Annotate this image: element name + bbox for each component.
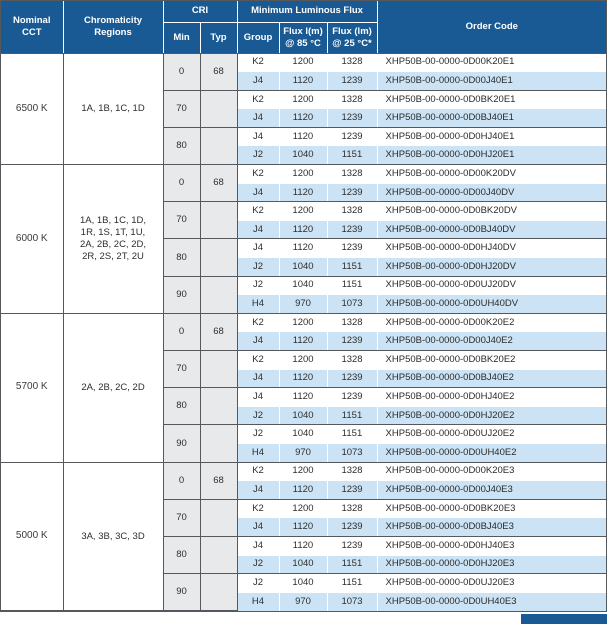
flux-25c-cell: 1239 xyxy=(327,369,377,388)
flux-25c-cell: 1328 xyxy=(327,53,377,72)
flux-25c-cell: 1151 xyxy=(327,555,377,574)
flux-85c-cell: 1120 xyxy=(279,109,327,128)
cri-typ-cell xyxy=(200,425,237,462)
flux-25c-cell: 1151 xyxy=(327,574,377,593)
cri-min-cell: 80 xyxy=(163,388,200,425)
table-row xyxy=(1,165,606,184)
flux-85c-cell: 1120 xyxy=(279,72,327,91)
flux-25c-cell: 1151 xyxy=(327,146,377,165)
order-code-cell: XHP50B-00-0000-0D00J40E3 xyxy=(377,481,606,500)
flux-group-cell: J2 xyxy=(237,555,279,574)
flux-group-cell: J2 xyxy=(237,146,279,165)
order-code-cell: XHP50B-00-0000-0D0HJ20DV xyxy=(377,258,606,277)
cri-typ-cell: 68 xyxy=(200,165,237,202)
col-header-group: Group xyxy=(237,22,279,53)
flux-85c-cell: 1120 xyxy=(279,388,327,407)
cri-min-cell: 70 xyxy=(163,90,200,127)
flux-group-cell: K2 xyxy=(237,165,279,184)
flux-25c-cell: 1328 xyxy=(327,499,377,518)
col-header-nominal-cct: Nominal CCT xyxy=(1,1,63,53)
chromaticity-regions-cell: 1A, 1B, 1C, 1D xyxy=(63,53,163,165)
cri-min-cell: 80 xyxy=(163,536,200,573)
flux-25c-cell: 1239 xyxy=(327,481,377,500)
cri-min-cell: 0 xyxy=(163,165,200,202)
flux-25c-cell: 1151 xyxy=(327,406,377,425)
cri-typ-cell: 68 xyxy=(200,462,237,499)
flux-25c-cell: 1239 xyxy=(327,220,377,239)
flux-group-cell: J4 xyxy=(237,239,279,258)
order-code-cell: XHP50B-00-0000-0D0BJ40E3 xyxy=(377,518,606,537)
order-code-cell: XHP50B-00-0000-0D00K20E3 xyxy=(377,462,606,481)
flux-group-cell: J2 xyxy=(237,276,279,295)
flux-group-cell: K2 xyxy=(237,202,279,221)
flux-25c-cell: 1239 xyxy=(327,109,377,128)
chromaticity-regions-cell: 1A, 1B, 1C, 1D, 1R, 1S, 1T, 1U, 2A, 2B, 2C, 2D, 2R, 2S, 2T, 2U xyxy=(63,165,163,314)
flux-85c-cell: 1120 xyxy=(279,239,327,258)
order-code-cell: XHP50B-00-0000-0D0HJ20E1 xyxy=(377,146,606,165)
footer-accent-bar xyxy=(521,614,607,624)
cri-typ-cell xyxy=(200,351,237,388)
flux-25c-cell: 1239 xyxy=(327,239,377,258)
flux-85c-cell: 1040 xyxy=(279,146,327,165)
cri-typ-cell xyxy=(200,388,237,425)
flux-25c-cell: 1239 xyxy=(327,183,377,202)
flux-group-cell: J2 xyxy=(237,258,279,277)
flux-group-cell: J4 xyxy=(237,220,279,239)
order-code-cell: XHP50B-00-0000-0D00J40E2 xyxy=(377,332,606,351)
flux-85c-cell: 1040 xyxy=(279,406,327,425)
flux-85c-cell: 970 xyxy=(279,592,327,611)
flux-25c-cell: 1151 xyxy=(327,258,377,277)
nominal-cct-cell: 6500 K xyxy=(1,53,63,165)
flux-25c-cell: 1073 xyxy=(327,443,377,462)
flux-group-cell: K2 xyxy=(237,499,279,518)
flux-85c-cell: 1200 xyxy=(279,499,327,518)
flux-25c-cell: 1239 xyxy=(327,332,377,351)
order-code-cell: XHP50B-00-0000-0D0UH40DV xyxy=(377,295,606,314)
flux-group-cell: J4 xyxy=(237,127,279,146)
flux-25c-cell: 1239 xyxy=(327,72,377,91)
table-row xyxy=(1,53,606,72)
flux-group-cell: J2 xyxy=(237,406,279,425)
flux-group-cell: J4 xyxy=(237,72,279,91)
flux-85c-cell: 1040 xyxy=(279,574,327,593)
chromaticity-regions-cell: 3A, 3B, 3C, 3D xyxy=(63,462,163,611)
flux-85c-cell: 1120 xyxy=(279,518,327,537)
order-code-cell: XHP50B-00-0000-0D0UJ20DV xyxy=(377,276,606,295)
order-code-cell: XHP50B-00-0000-0D0BJ40E2 xyxy=(377,369,606,388)
flux-85c-cell: 1200 xyxy=(279,462,327,481)
flux-group-cell: J4 xyxy=(237,481,279,500)
order-code-cell: XHP50B-00-0000-0D00J40DV xyxy=(377,183,606,202)
flux-85c-cell: 1200 xyxy=(279,351,327,370)
flux-group-cell: K2 xyxy=(237,313,279,332)
cri-typ-cell: 68 xyxy=(200,53,237,90)
order-code-cell: XHP50B-00-0000-0D0HJ40DV xyxy=(377,239,606,258)
flux-85c-cell: 970 xyxy=(279,443,327,462)
cri-min-cell: 80 xyxy=(163,127,200,164)
order-code-cell: XHP50B-00-0000-0D00K20E1 xyxy=(377,53,606,72)
order-code-cell: XHP50B-00-0000-0D00K20E2 xyxy=(377,313,606,332)
cri-typ-cell xyxy=(200,499,237,536)
order-code-cell: XHP50B-00-0000-0D0UH40E2 xyxy=(377,443,606,462)
flux-group-cell: K2 xyxy=(237,90,279,109)
cri-min-cell: 70 xyxy=(163,351,200,388)
flux-85c-cell: 1120 xyxy=(279,536,327,555)
flux-25c-cell: 1328 xyxy=(327,462,377,481)
table-row xyxy=(1,462,606,481)
cri-min-cell: 70 xyxy=(163,499,200,536)
flux-85c-cell: 1200 xyxy=(279,90,327,109)
flux-group-cell: J4 xyxy=(237,332,279,351)
order-code-cell: XHP50B-00-0000-0D0HJ20E3 xyxy=(377,555,606,574)
order-code-cell: XHP50B-00-0000-0D0BK20E1 xyxy=(377,90,606,109)
flux-group-cell: K2 xyxy=(237,462,279,481)
flux-85c-cell: 1200 xyxy=(279,53,327,72)
cri-min-cell: 0 xyxy=(163,53,200,90)
flux-25c-cell: 1328 xyxy=(327,313,377,332)
flux-group-cell: K2 xyxy=(237,53,279,72)
cri-typ-cell xyxy=(200,202,237,239)
cri-typ-cell xyxy=(200,127,237,164)
order-code-cell: XHP50B-00-0000-0D0BJ40DV xyxy=(377,220,606,239)
col-header-flux-25c: Flux (lm) @ 25 °C* xyxy=(327,22,377,53)
flux-85c-cell: 1120 xyxy=(279,127,327,146)
flux-group-cell: J4 xyxy=(237,369,279,388)
col-header-cri-typ: Typ xyxy=(200,22,237,53)
order-code-cell: XHP50B-00-0000-0D0UJ20E2 xyxy=(377,425,606,444)
col-header-min-luminous-flux: Minimum Luminous Flux xyxy=(237,1,377,22)
order-code-cell: XHP50B-00-0000-0D0HJ20E2 xyxy=(377,406,606,425)
col-header-chromaticity-regions: Chromaticity Regions xyxy=(63,1,163,53)
flux-25c-cell: 1239 xyxy=(327,536,377,555)
flux-85c-cell: 1040 xyxy=(279,276,327,295)
flux-85c-cell: 1120 xyxy=(279,332,327,351)
order-code-cell: XHP50B-00-0000-0D0HJ40E2 xyxy=(377,388,606,407)
flux-characteristics-table xyxy=(1,1,606,611)
order-code-cell: XHP50B-00-0000-0D0HJ40E1 xyxy=(377,127,606,146)
flux-group-cell: K2 xyxy=(237,351,279,370)
flux-25c-cell: 1151 xyxy=(327,276,377,295)
flux-25c-cell: 1073 xyxy=(327,295,377,314)
cri-typ-cell xyxy=(200,90,237,127)
cri-min-cell: 0 xyxy=(163,462,200,499)
order-code-cell: XHP50B-00-0000-0D0HJ40E3 xyxy=(377,536,606,555)
cri-min-cell: 80 xyxy=(163,239,200,276)
flux-25c-cell: 1328 xyxy=(327,90,377,109)
order-code-cell: XHP50B-00-0000-0D0BK20E3 xyxy=(377,499,606,518)
flux-25c-cell: 1328 xyxy=(327,202,377,221)
flux-group-cell: H4 xyxy=(237,295,279,314)
cri-typ-cell: 68 xyxy=(200,313,237,350)
order-code-cell: XHP50B-00-0000-0D0UH40E3 xyxy=(377,592,606,611)
flux-85c-cell: 1040 xyxy=(279,258,327,277)
order-code-cell: XHP50B-00-0000-0D00K20DV xyxy=(377,165,606,184)
order-code-cell: XHP50B-00-0000-0D0BK20E2 xyxy=(377,351,606,370)
cri-min-cell: 0 xyxy=(163,313,200,350)
flux-85c-cell: 1040 xyxy=(279,555,327,574)
flux-group-cell: J2 xyxy=(237,425,279,444)
flux-group-cell: J4 xyxy=(237,109,279,128)
cri-min-cell: 90 xyxy=(163,276,200,313)
flux-group-cell: H4 xyxy=(237,592,279,611)
cri-typ-cell xyxy=(200,574,237,611)
flux-group-cell: J2 xyxy=(237,574,279,593)
table-header xyxy=(1,1,606,53)
flux-group-cell: J4 xyxy=(237,388,279,407)
col-header-cri-min: Min xyxy=(163,22,200,53)
cri-min-cell: 90 xyxy=(163,574,200,611)
flux-group-cell: J4 xyxy=(237,183,279,202)
cri-typ-cell xyxy=(200,276,237,313)
cri-min-cell: 90 xyxy=(163,425,200,462)
order-code-cell: XHP50B-00-0000-0D0BK20DV xyxy=(377,202,606,221)
flux-85c-cell: 1120 xyxy=(279,183,327,202)
order-code-cell: XHP50B-00-0000-0D0UJ20E3 xyxy=(377,574,606,593)
flux-group-cell: J4 xyxy=(237,518,279,537)
flux-25c-cell: 1239 xyxy=(327,388,377,407)
flux-25c-cell: 1151 xyxy=(327,425,377,444)
table-body xyxy=(1,53,606,611)
flux-25c-cell: 1239 xyxy=(327,127,377,146)
table-row xyxy=(1,313,606,332)
cri-typ-cell xyxy=(200,536,237,573)
col-header-order-code: Order Code xyxy=(377,1,606,53)
col-header-cri: CRI xyxy=(163,1,237,22)
nominal-cct-cell: 5700 K xyxy=(1,313,63,462)
flux-85c-cell: 1120 xyxy=(279,481,327,500)
nominal-cct-cell: 6000 K xyxy=(1,165,63,314)
col-header-flux-85c: Flux l(m) @ 85 °C xyxy=(279,22,327,53)
flux-group-cell: J4 xyxy=(237,536,279,555)
nominal-cct-cell: 5000 K xyxy=(1,462,63,611)
flux-85c-cell: 1120 xyxy=(279,369,327,388)
flux-25c-cell: 1239 xyxy=(327,518,377,537)
header-row-top xyxy=(1,1,606,22)
flux-85c-cell: 1200 xyxy=(279,313,327,332)
flux-25c-cell: 1328 xyxy=(327,165,377,184)
flux-85c-cell: 1200 xyxy=(279,202,327,221)
chromaticity-regions-cell: 2A, 2B, 2C, 2D xyxy=(63,313,163,462)
flux-25c-cell: 1328 xyxy=(327,351,377,370)
flux-25c-cell: 1073 xyxy=(327,592,377,611)
flux-85c-cell: 1040 xyxy=(279,425,327,444)
order-code-cell: XHP50B-00-0000-0D0BJ40E1 xyxy=(377,109,606,128)
cri-min-cell: 70 xyxy=(163,202,200,239)
flux-group-cell: H4 xyxy=(237,443,279,462)
flux-85c-cell: 1200 xyxy=(279,165,327,184)
flux-85c-cell: 970 xyxy=(279,295,327,314)
flux-85c-cell: 1120 xyxy=(279,220,327,239)
order-code-cell: XHP50B-00-0000-0D00J40E1 xyxy=(377,72,606,91)
cri-typ-cell xyxy=(200,239,237,276)
